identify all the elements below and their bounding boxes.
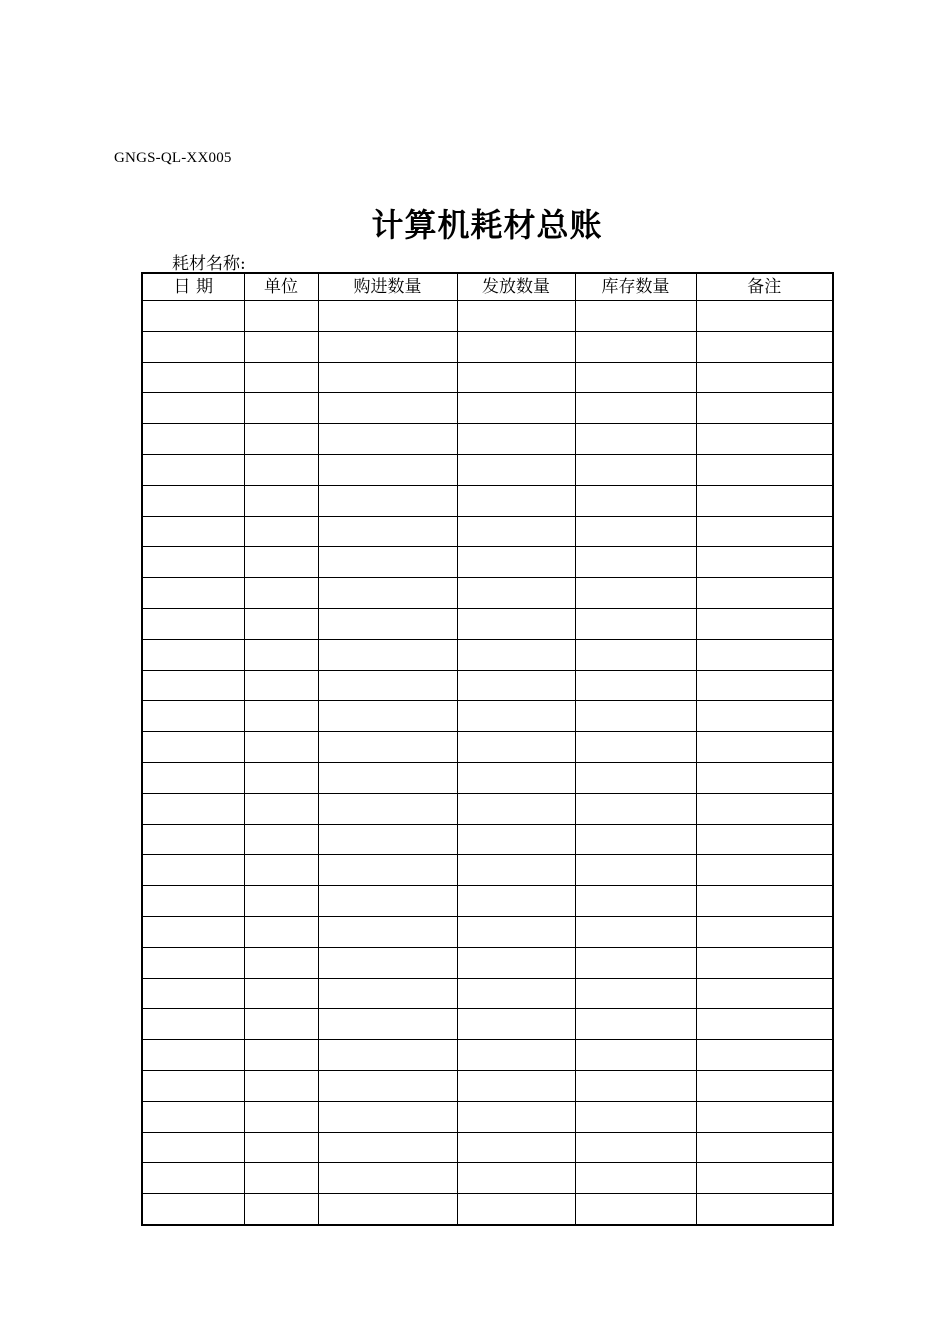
cell-date[interactable] [142,485,244,516]
column-header-issue-qty: 发放数量 [457,273,575,301]
cell-issue-qty[interactable] [457,886,575,917]
cell-remarks[interactable] [696,301,833,332]
table-row [142,608,833,639]
cell-unit[interactable] [244,1194,318,1225]
cell-date[interactable] [142,1194,244,1225]
cell-remarks[interactable] [696,1132,833,1163]
cell-issue-qty[interactable] [457,485,575,516]
table-row [142,793,833,824]
cell-purchase-qty[interactable] [318,701,457,732]
cell-date[interactable] [142,362,244,393]
cell-issue-qty[interactable] [457,516,575,547]
cell-date[interactable] [142,732,244,763]
cell-unit[interactable] [244,1009,318,1040]
cell-purchase-qty[interactable] [318,516,457,547]
cell-date[interactable] [142,454,244,485]
cell-stock-qty[interactable] [575,1070,696,1101]
cell-stock-qty[interactable] [575,362,696,393]
cell-issue-qty[interactable] [457,301,575,332]
table-row [142,454,833,485]
cell-issue-qty[interactable] [457,1132,575,1163]
cell-date[interactable] [142,793,244,824]
cell-stock-qty[interactable] [575,855,696,886]
cell-purchase-qty[interactable] [318,608,457,639]
cell-date[interactable] [142,1009,244,1040]
table-row [142,978,833,1009]
cell-purchase-qty[interactable] [318,1070,457,1101]
cell-issue-qty[interactable] [457,1009,575,1040]
cell-remarks[interactable] [696,886,833,917]
page-title: 计算机耗材总账 [371,206,603,244]
cell-unit[interactable] [244,393,318,424]
cell-date[interactable] [142,547,244,578]
cell-unit[interactable] [244,301,318,332]
cell-remarks[interactable] [696,393,833,424]
cell-stock-qty[interactable] [575,1101,696,1132]
cell-stock-qty[interactable] [575,1194,696,1225]
cell-purchase-qty[interactable] [318,1009,457,1040]
cell-stock-qty[interactable] [575,886,696,917]
table-row [142,855,833,886]
cell-remarks[interactable] [696,331,833,362]
cell-purchase-qty[interactable] [318,578,457,609]
material-name-row [172,249,266,274]
cell-stock-qty[interactable] [575,1132,696,1163]
ledger-body [142,301,833,1226]
cell-remarks[interactable] [696,670,833,701]
cell-issue-qty[interactable] [457,331,575,362]
table-row [142,1009,833,1040]
cell-remarks[interactable] [696,608,833,639]
table-row [142,762,833,793]
cell-remarks[interactable] [696,701,833,732]
table-row [142,547,833,578]
table-row [142,1040,833,1071]
cell-remarks[interactable] [696,424,833,455]
cell-purchase-qty[interactable] [318,978,457,1009]
column-header-remarks: 备注 [696,273,833,301]
cell-remarks[interactable] [696,485,833,516]
cell-purchase-qty[interactable] [318,454,457,485]
cell-purchase-qty[interactable] [318,732,457,763]
cell-purchase-qty[interactable] [318,1194,457,1225]
cell-remarks[interactable] [696,516,833,547]
cell-remarks[interactable] [696,855,833,886]
cell-stock-qty[interactable] [575,454,696,485]
cell-unit[interactable] [244,547,318,578]
table-row [142,516,833,547]
cell-remarks[interactable] [696,547,833,578]
table-row [142,670,833,701]
cell-purchase-qty[interactable] [318,793,457,824]
cell-purchase-qty[interactable] [318,947,457,978]
cell-stock-qty[interactable] [575,824,696,855]
cell-issue-qty[interactable] [457,608,575,639]
cell-remarks[interactable] [696,1040,833,1071]
cell-issue-qty[interactable] [457,701,575,732]
cell-remarks[interactable] [696,947,833,978]
cell-purchase-qty[interactable] [318,301,457,332]
cell-date[interactable] [142,670,244,701]
cell-stock-qty[interactable] [575,608,696,639]
cell-stock-qty[interactable] [575,1040,696,1071]
cell-stock-qty[interactable] [575,393,696,424]
cell-issue-qty[interactable] [457,670,575,701]
column-header-date: 日 期 [142,273,244,301]
cell-unit[interactable] [244,639,318,670]
cell-issue-qty[interactable] [457,393,575,424]
cell-issue-qty[interactable] [457,1040,575,1071]
cell-unit[interactable] [244,454,318,485]
table-row [142,301,833,332]
cell-purchase-qty[interactable] [318,547,457,578]
cell-issue-qty[interactable] [457,454,575,485]
cell-stock-qty[interactable] [575,762,696,793]
document-code: GNGS-QL-XX005 [114,150,232,166]
cell-date[interactable] [142,762,244,793]
cell-issue-qty[interactable] [457,547,575,578]
cell-date[interactable] [142,578,244,609]
cell-date[interactable] [142,331,244,362]
cell-remarks[interactable] [696,1070,833,1101]
cell-unit[interactable] [244,732,318,763]
cell-date[interactable] [142,639,244,670]
table-row [142,1194,833,1225]
cell-issue-qty[interactable] [457,947,575,978]
cell-remarks[interactable] [696,1009,833,1040]
cell-unit[interactable] [244,978,318,1009]
cell-remarks[interactable] [696,732,833,763]
cell-remarks[interactable] [696,639,833,670]
cell-remarks[interactable] [696,362,833,393]
cell-unit[interactable] [244,516,318,547]
cell-purchase-qty[interactable] [318,824,457,855]
cell-purchase-qty[interactable] [318,485,457,516]
cell-remarks[interactable] [696,1194,833,1225]
cell-date[interactable] [142,855,244,886]
cell-unit[interactable] [244,670,318,701]
cell-stock-qty[interactable] [575,516,696,547]
cell-date[interactable] [142,1070,244,1101]
cell-stock-qty[interactable] [575,916,696,947]
cell-unit[interactable] [244,701,318,732]
cell-stock-qty[interactable] [575,978,696,1009]
cell-unit[interactable] [244,947,318,978]
table-row [142,824,833,855]
cell-unit[interactable] [244,1070,318,1101]
cell-unit[interactable] [244,793,318,824]
cell-issue-qty[interactable] [457,1194,575,1225]
table-header-row [142,273,833,301]
cell-issue-qty[interactable] [457,1163,575,1194]
cell-date[interactable] [142,393,244,424]
cell-remarks[interactable] [696,824,833,855]
table-row [142,578,833,609]
cell-unit[interactable] [244,578,318,609]
cell-unit[interactable] [244,1163,318,1194]
cell-date[interactable] [142,301,244,332]
table-row [142,393,833,424]
cell-issue-qty[interactable] [457,1101,575,1132]
cell-date[interactable] [142,1132,244,1163]
table-row [142,362,833,393]
cell-unit[interactable] [244,1132,318,1163]
cell-date[interactable] [142,701,244,732]
cell-stock-qty[interactable] [575,1163,696,1194]
cell-issue-qty[interactable] [457,732,575,763]
ledger-table [141,272,834,1226]
cell-issue-qty[interactable] [457,578,575,609]
cell-unit[interactable] [244,1101,318,1132]
cell-date[interactable] [142,947,244,978]
cell-remarks[interactable] [696,1101,833,1132]
cell-remarks[interactable] [696,1163,833,1194]
cell-date[interactable] [142,886,244,917]
cell-date[interactable] [142,1040,244,1071]
cell-purchase-qty[interactable] [318,670,457,701]
cell-issue-qty[interactable] [457,855,575,886]
cell-remarks[interactable] [696,762,833,793]
cell-date[interactable] [142,424,244,455]
cell-date[interactable] [142,516,244,547]
table-row [142,1101,833,1132]
cell-unit[interactable] [244,916,318,947]
cell-stock-qty[interactable] [575,547,696,578]
cell-purchase-qty[interactable] [318,362,457,393]
cell-unit[interactable] [244,424,318,455]
table-row [142,732,833,763]
cell-purchase-qty[interactable] [318,331,457,362]
cell-purchase-qty[interactable] [318,393,457,424]
cell-stock-qty[interactable] [575,947,696,978]
table-row [142,1132,833,1163]
table-row [142,639,833,670]
cell-unit[interactable] [244,1040,318,1071]
cell-date[interactable] [142,608,244,639]
table-row [142,331,833,362]
table-row [142,1070,833,1101]
cell-unit[interactable] [244,762,318,793]
cell-unit[interactable] [244,824,318,855]
cell-issue-qty[interactable] [457,639,575,670]
cell-remarks[interactable] [696,793,833,824]
material-name-label: 耗材名称: [172,254,246,274]
cell-date[interactable] [142,1101,244,1132]
cell-stock-qty[interactable] [575,424,696,455]
column-header-stock-qty: 库存数量 [575,273,696,301]
table-row [142,1163,833,1194]
cell-date[interactable] [142,978,244,1009]
cell-remarks[interactable] [696,978,833,1009]
cell-stock-qty[interactable] [575,670,696,701]
table-row [142,701,833,732]
cell-stock-qty[interactable] [575,301,696,332]
cell-issue-qty[interactable] [457,362,575,393]
cell-stock-qty[interactable] [575,639,696,670]
table-row [142,424,833,455]
cell-remarks[interactable] [696,454,833,485]
cell-issue-qty[interactable] [457,793,575,824]
cell-date[interactable] [142,916,244,947]
cell-purchase-qty[interactable] [318,762,457,793]
cell-issue-qty[interactable] [457,916,575,947]
cell-stock-qty[interactable] [575,331,696,362]
cell-purchase-qty[interactable] [318,855,457,886]
cell-purchase-qty[interactable] [318,886,457,917]
column-header-unit: 单位 [244,273,318,301]
cell-stock-qty[interactable] [575,701,696,732]
cell-unit[interactable] [244,362,318,393]
cell-issue-qty[interactable] [457,1070,575,1101]
cell-remarks[interactable] [696,916,833,947]
cell-date[interactable] [142,824,244,855]
cell-stock-qty[interactable] [575,578,696,609]
cell-purchase-qty[interactable] [318,424,457,455]
cell-stock-qty[interactable] [575,1009,696,1040]
cell-unit[interactable] [244,485,318,516]
cell-stock-qty[interactable] [575,732,696,763]
cell-remarks[interactable] [696,578,833,609]
cell-issue-qty[interactable] [457,762,575,793]
cell-issue-qty[interactable] [457,424,575,455]
cell-unit[interactable] [244,331,318,362]
cell-stock-qty[interactable] [575,485,696,516]
table-row [142,886,833,917]
table-row [142,485,833,516]
cell-issue-qty[interactable] [457,824,575,855]
cell-issue-qty[interactable] [457,978,575,1009]
cell-unit[interactable] [244,608,318,639]
cell-date[interactable] [142,1163,244,1194]
table-row [142,947,833,978]
table-row [142,916,833,947]
column-header-purchase-qty: 购进数量 [318,273,457,301]
cell-purchase-qty[interactable] [318,1132,457,1163]
cell-purchase-qty[interactable] [318,639,457,670]
cell-purchase-qty[interactable] [318,1040,457,1071]
cell-purchase-qty[interactable] [318,916,457,947]
cell-stock-qty[interactable] [575,793,696,824]
cell-purchase-qty[interactable] [318,1101,457,1132]
cell-unit[interactable] [244,855,318,886]
cell-purchase-qty[interactable] [318,1163,457,1194]
cell-unit[interactable] [244,886,318,917]
